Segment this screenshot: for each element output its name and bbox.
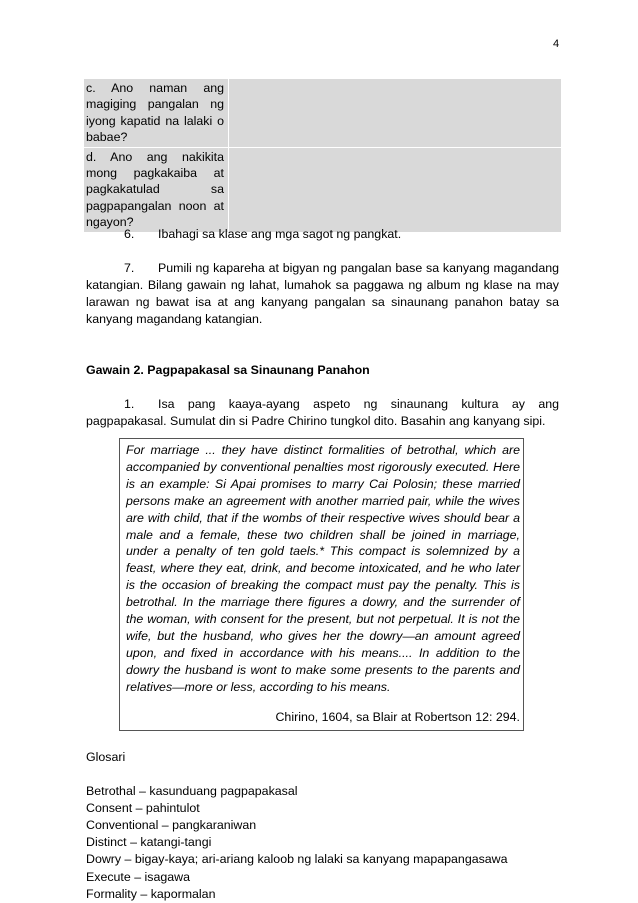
page-number: 4 xyxy=(553,38,560,50)
item-number: 7. xyxy=(124,261,135,275)
section-heading: Gawain 2. Pagpapakasal sa Sinaunang Panahon xyxy=(86,363,370,377)
question-table xyxy=(83,78,562,233)
table-row xyxy=(84,79,562,148)
item-number: 1. xyxy=(124,397,135,411)
list-item xyxy=(86,226,559,243)
glossary-list xyxy=(86,783,559,903)
answer-cell[interactable] xyxy=(229,147,562,232)
quote-text: For marriage ... they have distinct formalities of betrothal, which are accompanied by conventional penalties most rigorously executed. Here is an example: Si Apai promises to marry Cai Polosin; these married persons make an agreement with another married pair, while the wives are with child, that if the wombs of their respective wives should bear a male and a female, these two children shall be joined in marriage, under a penalty of ten gold taels.* This compact is solemnized by a feast, where they eat, drink, and become intoxicated, and he who later is the occasion of breaking the compact must pay the penalty. This is betrothal. In the marriage there figures a dowry, and the surrender of the woman, with consent for the present, but not perpetual. It is not the wife, but the husband, who gives her the dowry—an amount agreed upon, and fixed in accordance with his means.... In addition to the dowry the husband is wont to make some presents to the parents and relatives—more or less, according to his means. xyxy=(126,443,520,694)
glossary-title: Glosari xyxy=(86,749,126,764)
glossary-entry: Conventional – pangkaraniwan xyxy=(86,817,257,832)
question-cell: d. Ano ang nakikita mong pagkakaiba at pagkakatulad sa pagpapangalan noon at ngayon? xyxy=(84,147,229,232)
answer-cell[interactable] xyxy=(229,79,562,148)
glossary-entry: Distinct – katangi-tangi xyxy=(86,835,212,850)
item-text: Ibahagi sa klase ang mga sagot ng pangkat. xyxy=(158,227,402,241)
glossary-entry: Betrothal – kasunduang pagpapakasal xyxy=(86,783,298,798)
item-number: 6. xyxy=(124,227,135,241)
item-text: Isa pang kaaya-ayang aspeto ng sinaunang kultura ay ang pagpapakasal. Sumulat din si Padre Chirino tungkol dito. Basahin ang kanyang sipi. xyxy=(86,397,559,428)
quote-box xyxy=(119,438,524,731)
document-body xyxy=(86,226,559,903)
glossary-entry: Formality – kapormalan xyxy=(86,886,216,901)
list-item xyxy=(86,260,559,328)
quote-citation: Chirino, 1604, sa Blair at Robertson 12: 294. xyxy=(275,709,520,724)
glossary-entry: Dowry – bigay-kaya; ari-ariang kaloob ng lalaki sa kanyang mapapangasawa xyxy=(86,852,508,867)
glossary-entry: Consent – pahintulot xyxy=(86,800,200,815)
table-row xyxy=(84,147,562,232)
question-cell: c. Ano naman ang magiging pangalan ng iyong kapatid na lalaki o babae? xyxy=(84,79,229,148)
item-text: Pumili ng kapareha at bigyan ng pangalan base sa kanyang magandang katangian. Bilang gawain ng lahat, lumahok sa paggawa ng album ng klase na may larawan ng bawat isa at ang kanyang pangalan sa sinaunang panahon batay sa kanyang magandang katangian. xyxy=(86,261,559,326)
glossary-entry: Execute – isagawa xyxy=(86,869,191,884)
list-item xyxy=(86,396,559,430)
